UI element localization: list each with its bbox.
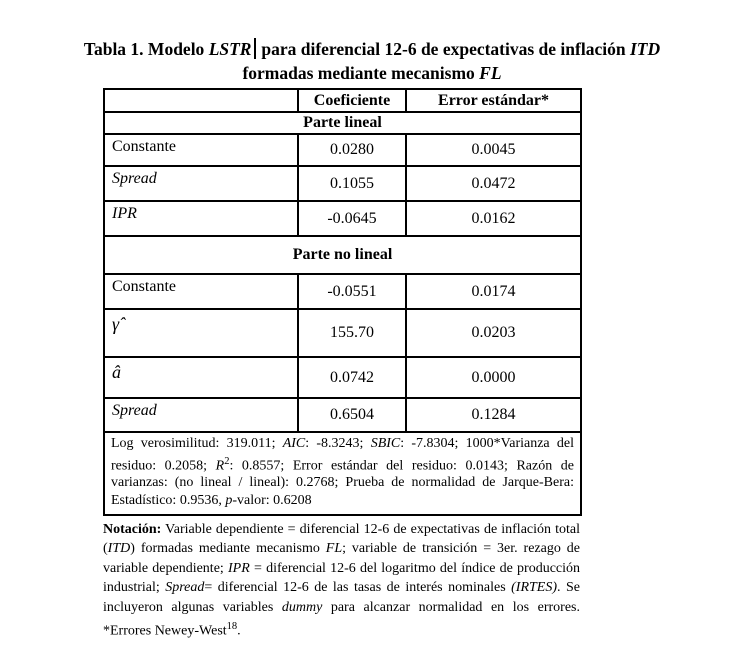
row-label-cell: Spread: [104, 398, 298, 432]
coef-cell: 0.0280: [298, 134, 406, 166]
model-stats-note: Log verosimilitud: 319.011; AIC: -8.3243; SBIC: -7.8304; 1000*Varianza del residuo: 0.2058; $R^2$: 0.8557; Error estándar del residuo: 0.0143; Razón de varianzas: (no lineal / lineal): 0.2768; Prueba de normalidad de Jarque-Bera: Estadístico: 0.9536, p-valor: 0.6208: [104, 432, 581, 515]
row-label-cell: Constante: [104, 274, 298, 309]
section-header-parte-lineal: [104, 112, 581, 134]
se-cell: 0.0162: [406, 201, 581, 236]
notation-note: Notación: Variable dependiente = diferencial 12-6 de expectativas de inflación total (ITD) formadas mediante mecanismo FL; variable de transición = 3er. rezago de variable dependiente; IPR = diferencial 12-6 del logaritmo del índice de producción industrial; Spread= diferencial 12-6 de las tasas de interés nominales (IRTES). Se incluyeron algunas variables dummy para alcanzar normalidad en los errores. *Errores Newey-West$^{18}$.: [103, 521, 581, 639]
coef-cell: 0.0742: [298, 357, 406, 398]
table-title-line-1-post-caret: para diferencial 12-6 de expectativas de inflación ITD: [256, 39, 661, 59]
row-label-cell: â: [104, 357, 298, 398]
column-header-coeficiente: Coeficiente: [298, 89, 406, 112]
row-gamma-hat: [104, 309, 581, 357]
coef-cell: 155.70: [298, 309, 406, 357]
section-header-parte-no-lineal-label: Parte no lineal: [104, 236, 581, 274]
model-stats-row: [104, 432, 581, 515]
table-title-line-2: formadas mediante mecanismo FL: [242, 63, 502, 83]
row-ipr: [104, 201, 581, 236]
regression-results-table: [103, 88, 582, 516]
coef-cell: 0.6504: [298, 398, 406, 432]
section-header-parte-lineal-label: Parte lineal: [104, 112, 581, 134]
text-cursor: [254, 38, 256, 59]
coef-cell: 0.1055: [298, 166, 406, 201]
table-title-line-1: [9, 37, 735, 61]
se-cell: 0.0045: [406, 134, 581, 166]
se-cell: 0.0174: [406, 274, 581, 309]
row-label-cell: Spread: [104, 166, 298, 201]
se-cell: 0.0203: [406, 309, 581, 357]
column-header-row: [104, 89, 581, 112]
row-a-hat: [104, 357, 581, 398]
row-constante-lineal: [104, 134, 581, 166]
se-cell: 0.1284: [406, 398, 581, 432]
coef-cell: -0.0645: [298, 201, 406, 236]
section-header-parte-no-lineal: [104, 236, 581, 274]
row-constante-no-lineal: [104, 274, 581, 309]
row-label-cell: Constante: [104, 134, 298, 166]
column-header-error-estandar: Error estándar*: [406, 89, 581, 112]
row-spread-no-lineal: [104, 398, 581, 432]
row-spread-lineal: [104, 166, 581, 201]
table-title-line-1-pre-caret: Tabla 1. Modelo LSTR: [83, 39, 252, 59]
se-cell: 0.0000: [406, 357, 581, 398]
table-content-area: [103, 88, 580, 641]
column-header-blank: [104, 89, 298, 112]
row-label-cell: IPR: [104, 201, 298, 236]
table-title: [9, 37, 735, 85]
row-label-cell: γ̂: [104, 309, 298, 357]
coef-cell: -0.0551: [298, 274, 406, 309]
se-cell: 0.0472: [406, 166, 581, 201]
